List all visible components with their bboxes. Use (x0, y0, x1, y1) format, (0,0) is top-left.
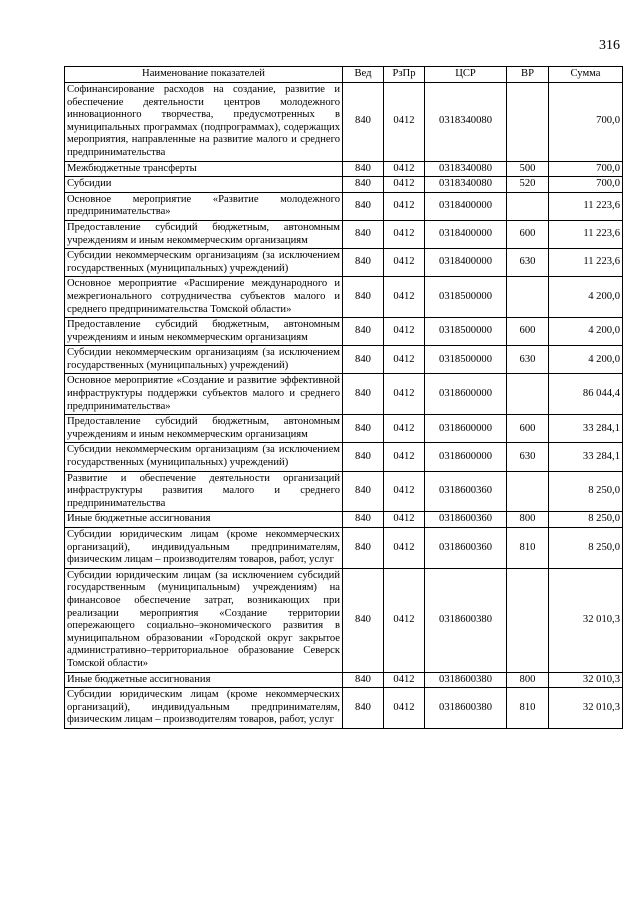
cell-csr: 0318600000 (425, 443, 507, 471)
cell-vr: 520 (507, 177, 549, 193)
budget-table (64, 66, 623, 729)
cell-sum: 11 223,6 (549, 220, 623, 248)
cell-vr: 810 (507, 688, 549, 729)
table-row (65, 318, 623, 346)
cell-rzpr: 0412 (384, 192, 425, 220)
table-row (65, 688, 623, 729)
table-row (65, 161, 623, 177)
cell-sum: 700,0 (549, 161, 623, 177)
cell-vr: 800 (507, 512, 549, 528)
cell-vr: 600 (507, 415, 549, 443)
cell-name: Субсидии некоммерческим организациям (за исключением государственных (муниципальных) учреждений) (65, 443, 343, 471)
cell-rzpr: 0412 (384, 568, 425, 672)
cell-vr (507, 374, 549, 415)
cell-sum: 4 200,0 (549, 277, 623, 318)
cell-sum: 11 223,6 (549, 192, 623, 220)
cell-rzpr: 0412 (384, 528, 425, 569)
cell-ved: 840 (343, 346, 384, 374)
cell-sum: 8 250,0 (549, 471, 623, 512)
cell-rzpr: 0412 (384, 415, 425, 443)
cell-csr: 0318400000 (425, 192, 507, 220)
header-vr: ВР (507, 67, 549, 83)
table-row (65, 443, 623, 471)
cell-csr: 0318500000 (425, 318, 507, 346)
cell-name: Основное мероприятие «Создание и развитие эффективной инфраструктуры поддержки субъектов малого и среднего предпринимательства» (65, 374, 343, 415)
table-row (65, 192, 623, 220)
table-row (65, 249, 623, 277)
cell-vr (507, 83, 549, 162)
cell-name: Софинансирование расходов на создание, развитие и обеспечение деятельности центров молодежного инновационного творчества, предусмотренных в муниципальных программах (подпрограммах), содержащих мероприятия, направленные на развитие малого и среднего предпринимательства (65, 83, 343, 162)
cell-ved: 840 (343, 471, 384, 512)
cell-ved: 840 (343, 672, 384, 688)
header-rzpr: РзПр (384, 67, 425, 83)
cell-csr: 0318600360 (425, 528, 507, 569)
cell-sum: 32 010,3 (549, 568, 623, 672)
table-row (65, 528, 623, 569)
cell-csr: 0318600360 (425, 512, 507, 528)
cell-rzpr: 0412 (384, 512, 425, 528)
cell-csr: 0318600380 (425, 672, 507, 688)
cell-ved: 840 (343, 220, 384, 248)
cell-vr: 810 (507, 528, 549, 569)
cell-rzpr: 0412 (384, 374, 425, 415)
cell-rzpr: 0412 (384, 83, 425, 162)
cell-sum: 33 284,1 (549, 443, 623, 471)
cell-sum: 700,0 (549, 83, 623, 162)
header-sum: Сумма (549, 67, 623, 83)
cell-rzpr: 0412 (384, 249, 425, 277)
cell-vr: 500 (507, 161, 549, 177)
cell-rzpr: 0412 (384, 177, 425, 193)
cell-vr: 630 (507, 443, 549, 471)
cell-rzpr: 0412 (384, 346, 425, 374)
cell-vr: 800 (507, 672, 549, 688)
cell-name: Субсидии юридическим лицам (кроме некоммерческих организаций), индивидуальным предпринимателям, физическим лицам – производителям товаров, работ, услуг (65, 688, 343, 729)
cell-csr: 0318500000 (425, 277, 507, 318)
cell-ved: 840 (343, 161, 384, 177)
cell-vr: 630 (507, 346, 549, 374)
cell-csr: 0318340080 (425, 83, 507, 162)
cell-vr (507, 277, 549, 318)
table-row (65, 415, 623, 443)
table-header-row (65, 67, 623, 83)
cell-sum: 32 010,3 (549, 688, 623, 729)
cell-sum: 4 200,0 (549, 346, 623, 374)
cell-rzpr: 0412 (384, 277, 425, 318)
table-row (65, 471, 623, 512)
header-csr: ЦСР (425, 67, 507, 83)
cell-name: Основное мероприятие «Расширение международного и межрегионального сотрудничества субъектов малого и среднего предпринимательства Томской области» (65, 277, 343, 318)
header-ved: Вед (343, 67, 384, 83)
cell-sum: 33 284,1 (549, 415, 623, 443)
cell-vr (507, 471, 549, 512)
cell-csr: 0318400000 (425, 220, 507, 248)
cell-name: Субсидии юридическим лицам (кроме некоммерческих организаций), индивидуальным предпринимателям, физическим лицам – производителям товаров, работ, услуг (65, 528, 343, 569)
cell-vr: 630 (507, 249, 549, 277)
cell-rzpr: 0412 (384, 471, 425, 512)
page-number: 316 (599, 38, 620, 53)
cell-vr: 600 (507, 318, 549, 346)
cell-rzpr: 0412 (384, 161, 425, 177)
table-row (65, 220, 623, 248)
cell-rzpr: 0412 (384, 220, 425, 248)
cell-csr: 0318340080 (425, 177, 507, 193)
cell-ved: 840 (343, 568, 384, 672)
cell-sum: 32 010,3 (549, 672, 623, 688)
cell-name: Иные бюджетные ассигнования (65, 512, 343, 528)
cell-vr (507, 568, 549, 672)
cell-csr: 0318600000 (425, 415, 507, 443)
cell-ved: 840 (343, 249, 384, 277)
cell-rzpr: 0412 (384, 688, 425, 729)
cell-csr: 0318500000 (425, 346, 507, 374)
table-row (65, 277, 623, 318)
table-row (65, 83, 623, 162)
cell-vr: 600 (507, 220, 549, 248)
cell-ved: 840 (343, 512, 384, 528)
cell-csr: 0318400000 (425, 249, 507, 277)
cell-sum: 8 250,0 (549, 528, 623, 569)
cell-sum: 11 223,6 (549, 249, 623, 277)
header-name: Наименование показателей (65, 67, 343, 83)
cell-ved: 840 (343, 688, 384, 729)
cell-ved: 840 (343, 374, 384, 415)
cell-name: Иные бюджетные ассигнования (65, 672, 343, 688)
cell-sum: 8 250,0 (549, 512, 623, 528)
table-row (65, 568, 623, 672)
table-row (65, 177, 623, 193)
table-row (65, 374, 623, 415)
table-row (65, 512, 623, 528)
table-row (65, 346, 623, 374)
cell-name: Субсидии некоммерческим организациям (за исключением государственных (муниципальных) учреждений) (65, 346, 343, 374)
cell-sum: 700,0 (549, 177, 623, 193)
table-row (65, 672, 623, 688)
cell-ved: 840 (343, 318, 384, 346)
cell-rzpr: 0412 (384, 318, 425, 346)
cell-name: Основное мероприятие «Развитие молодежного предпринимательства» (65, 192, 343, 220)
cell-name: Межбюджетные трансферты (65, 161, 343, 177)
cell-name: Субсидии (65, 177, 343, 193)
cell-ved: 840 (343, 192, 384, 220)
cell-vr (507, 192, 549, 220)
cell-csr: 0318600000 (425, 374, 507, 415)
cell-name: Предоставление субсидий бюджетным, автономным учреждениям и иным некоммерческим организациям (65, 220, 343, 248)
cell-name: Предоставление субсидий бюджетным, автономным учреждениям и иным некоммерческим организациям (65, 415, 343, 443)
cell-sum: 4 200,0 (549, 318, 623, 346)
cell-csr: 0318600360 (425, 471, 507, 512)
cell-name: Субсидии некоммерческим организациям (за исключением государственных (муниципальных) учреждений) (65, 249, 343, 277)
cell-ved: 840 (343, 83, 384, 162)
cell-name: Развитие и обеспечение деятельности организаций инфраструктуры развития малого и среднего предпринимательства (65, 471, 343, 512)
cell-sum: 86 044,4 (549, 374, 623, 415)
cell-rzpr: 0412 (384, 443, 425, 471)
cell-ved: 840 (343, 177, 384, 193)
cell-name: Субсидии юридическим лицам (за исключением субсидий государственным (муниципальным) учреждениям) на финансовое обеспечение затрат, возникающих при реализации мероприятия «Создание территории опережающего социально–экономического развития в муниципальном образовании «Городской округ закрытое административно–территориальное образование Северск Томской области» (65, 568, 343, 672)
cell-csr: 0318600380 (425, 568, 507, 672)
cell-csr: 0318340080 (425, 161, 507, 177)
cell-name: Предоставление субсидий бюджетным, автономным учреждениям и иным некоммерческим организациям (65, 318, 343, 346)
cell-ved: 840 (343, 528, 384, 569)
cell-csr: 0318600380 (425, 688, 507, 729)
cell-ved: 840 (343, 415, 384, 443)
cell-rzpr: 0412 (384, 672, 425, 688)
cell-ved: 840 (343, 443, 384, 471)
cell-ved: 840 (343, 277, 384, 318)
